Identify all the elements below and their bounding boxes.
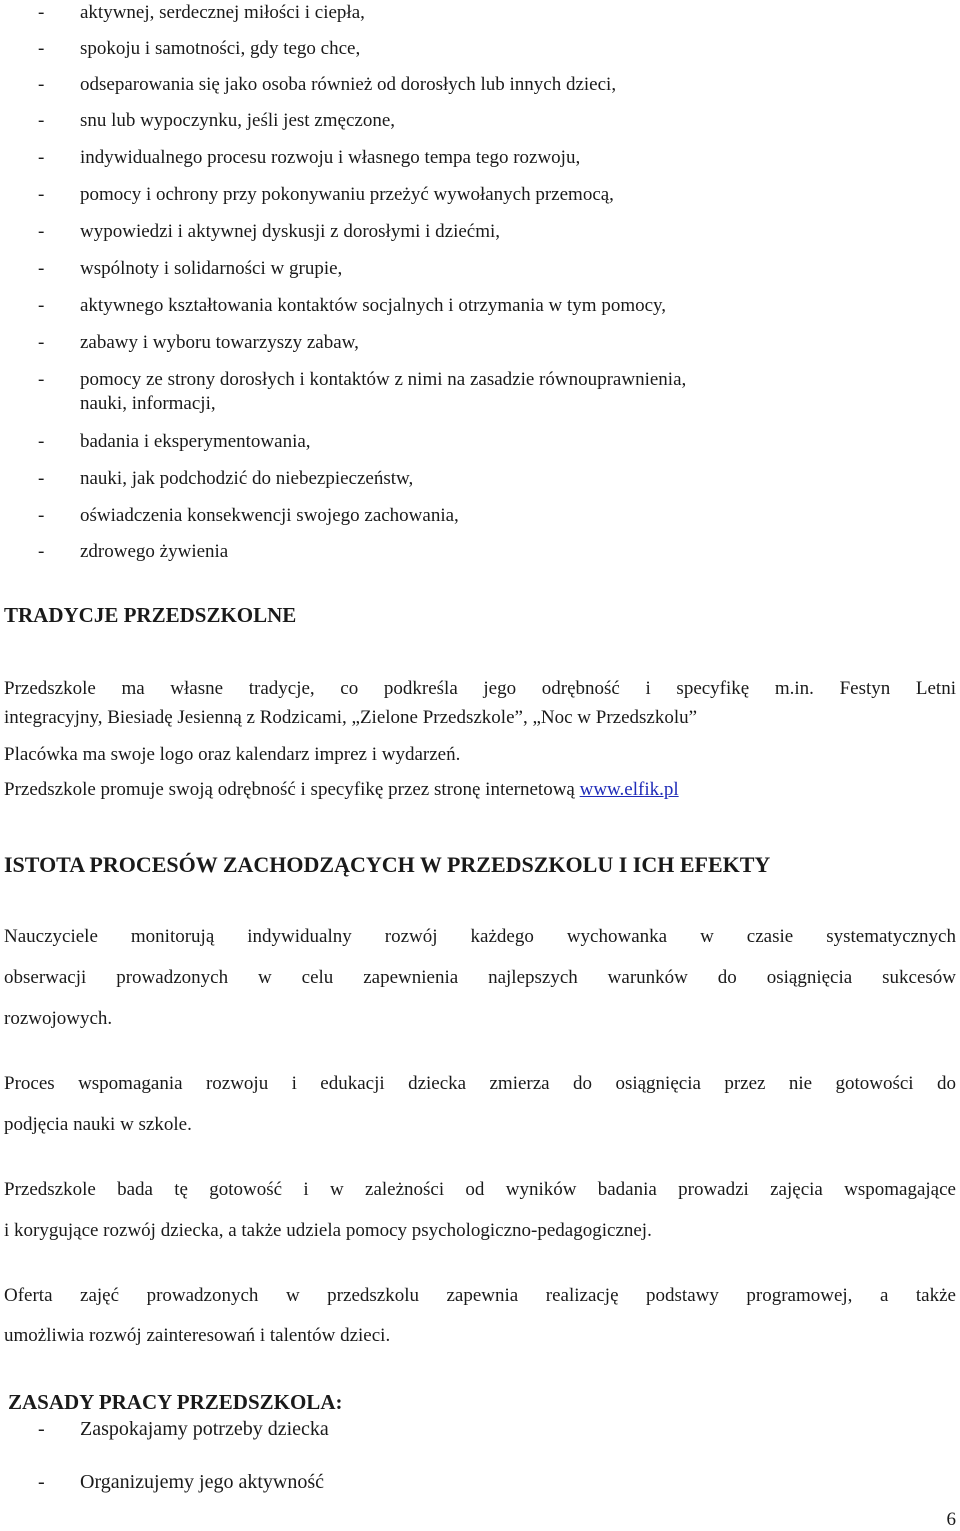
paragraph-line: Nauczyciele monitorują indywidualny rozwój każdego wychowanka w czasie systematycznych xyxy=(4,926,956,947)
list-item-text: Organizujemy jego aktywność xyxy=(80,1471,325,1493)
paragraph-line: i korygujące rozwój dziecka, a także udziela pomocy psychologiczno-pedagogicznej. xyxy=(4,1220,652,1241)
page-number: 6 xyxy=(946,1509,956,1530)
section-heading-traditions: TRADYCJE PRZEDSZKOLNE xyxy=(4,603,297,627)
section-heading-processes: ISTOTA PROCESÓW ZACHODZĄCYCH W PRZEDSZKOLU I ICH EFEKTY xyxy=(4,852,771,877)
list-item-text: spokoju i samotności, gdy tego chce, xyxy=(80,38,361,59)
dash-bullet: - xyxy=(38,369,45,390)
paragraph-line: Placówka ma swoje logo oraz kalendarz imprez i wydarzeń. xyxy=(4,744,461,765)
paragraph-line: Przedszkole ma własne tradycje, co podkreśla jego odrębność i specyfikę m.in. Festyn Letni xyxy=(4,678,956,699)
list-item-text: indywidualnego procesu rozwoju i własnego tempa tego rozwoju, xyxy=(80,147,581,168)
dash-bullet: - xyxy=(38,110,45,131)
list-item-text: nauki, jak podchodzić do niebezpieczeństw, xyxy=(80,468,414,489)
paragraph-line: Oferta zajęć prowadzonych w przedszkolu zapewnia realizację podstawy programowej, a także xyxy=(4,1285,956,1306)
dash-bullet: - xyxy=(38,221,45,242)
dash-bullet: - xyxy=(38,74,45,95)
dash-bullet: - xyxy=(38,147,45,168)
dash-bullet: - xyxy=(38,505,45,526)
list-item-text: wspólnoty i solidarności w grupie, xyxy=(80,258,343,279)
list-item-text: Zaspokajamy potrzeby dziecka xyxy=(80,1418,329,1440)
dash-bullet: - xyxy=(38,184,45,205)
list-item-text: badania i eksperymentowania, xyxy=(80,431,311,452)
list-item-text: pomocy ze strony dorosłych i kontaktów z nimi na zasadzie równouprawnienia, xyxy=(80,369,687,390)
paragraph-line: umożliwia rozwój zainteresowań i talentów dzieci. xyxy=(4,1325,391,1346)
section-heading-rules: ZASADY PRACY PRZEDSZKOLA: xyxy=(8,1390,343,1414)
dash-bullet: - xyxy=(38,258,45,279)
dash-bullet: - xyxy=(38,431,45,452)
dash-bullet: - xyxy=(38,541,45,562)
dash-bullet: - xyxy=(38,295,45,316)
dash-bullet: - xyxy=(38,468,45,489)
dash-bullet: - xyxy=(38,332,45,353)
paragraph-line: Proces wspomagania rozwoju i edukacji dziecka zmierza do osiągnięcia przez nie gotowości do xyxy=(4,1073,956,1094)
dash-bullet: - xyxy=(38,38,45,59)
website-link[interactable]: www.elfik.pl xyxy=(579,779,679,800)
paragraph-text: Przedszkole promuje swoją odrębność i specyfikę przez stronę internetową xyxy=(4,779,580,800)
paragraph-line: Przedszkole bada tę gotowość i w zależności od wyników badania prowadzi zajęcia wspomagające xyxy=(4,1179,956,1200)
paragraph-line: podjęcia nauki w szkole. xyxy=(4,1114,192,1135)
paragraph-line: rozwojowych. xyxy=(4,1008,113,1029)
list-item-text: zdrowego żywienia xyxy=(80,541,229,562)
list-item-text: odseparowania się jako osoba również od dorosłych lub innych dzieci, xyxy=(80,74,617,95)
dash-bullet: - xyxy=(38,2,45,23)
paragraph-line: obserwacji prowadzonych w celu zapewnienia najlepszych warunków do osiągnięcia sukcesów xyxy=(4,967,956,988)
list-item-text: pomocy i ochrony przy pokonywaniu przeżyć wywołanych przemocą, xyxy=(80,184,614,205)
paragraph-line xyxy=(4,779,956,801)
dash-bullet: - xyxy=(38,1418,45,1440)
list-item-text-continued: nauki, informacji, xyxy=(80,393,216,414)
list-item-text: zabawy i wyboru towarzyszy zabaw, xyxy=(80,332,359,353)
list-item-text: aktywnej, serdecznej miłości i ciepła, xyxy=(80,2,365,23)
dash-bullet: - xyxy=(38,1471,45,1493)
list-item-text: wypowiedzi i aktywnej dyskusji z dorosłymi i dziećmi, xyxy=(80,221,501,242)
list-item-text: snu lub wypoczynku, jeśli jest zmęczone, xyxy=(80,110,396,131)
paragraph-line: integracyjny, Biesiadę Jesienną z Rodzicami, „Zielone Przedszkole”, „Noc w Przedszkolu” xyxy=(4,707,698,728)
list-item-text: aktywnego kształtowania kontaktów socjalnych i otrzymania w tym pomocy, xyxy=(80,295,667,316)
list-item-text: oświadczenia konsekwencji swojego zachowania, xyxy=(80,505,459,526)
